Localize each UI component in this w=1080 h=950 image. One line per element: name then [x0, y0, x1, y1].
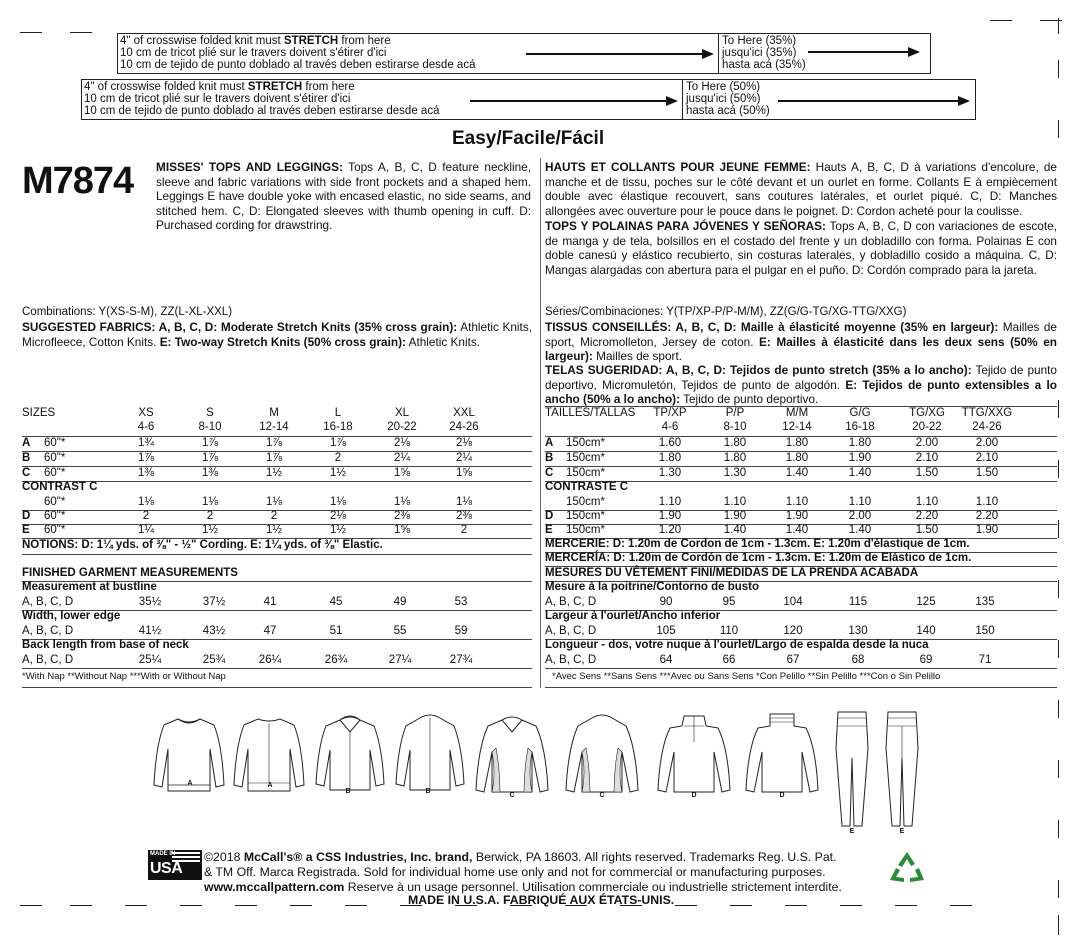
website-link[interactable]: www.mccallpattern.com: [204, 880, 345, 894]
merceria-es: MERCERÍA: D: 1.20m de Cordón de 1cm - 1.3cm. E: 1.20m de Elástico de 1cm.: [545, 552, 972, 564]
view-a-back-illustration: [230, 715, 308, 805]
view-label-e: E: [899, 828, 905, 835]
size-header: TTG/XXG: [961, 407, 1013, 419]
size-header: P/P: [725, 407, 745, 419]
yardage-cell: 1.80: [723, 437, 747, 449]
fabrics-es: TELAS SUGERIDAD: A, B, C, D: Tejidos de punto stretch (35% a lo ancho): Tejido de punto deportivo, Micromuletón, Tejidos de punto de algodón. E: Tejidos de punto extensibles a lo ancho (50% a lo ancho): Tejido de punto deportivo.: [545, 363, 1057, 406]
yardage-cell: 1.50: [975, 467, 999, 479]
made-in-usa: MADE IN U.S.A. FABRIQUÉ AUX ÉTATS-UNIS.: [408, 893, 675, 907]
yardage-cell: 1.10: [785, 496, 809, 508]
fabric-width: 60"*: [44, 467, 66, 479]
size-number: 20-22: [912, 421, 942, 433]
view-label: B: [545, 452, 554, 464]
view-label: C: [22, 467, 31, 479]
description-en: MISSES' TOPS AND LEGGINGS: Tops A, B, C, D feature neckline, sleeve and fabric variations with side front pockets and a shaped hem. Leggings E have double yoke with encased elastic, no side seams, and stitched hem. C, D: Elongated sleeves with thumb opening in cuff. D: Purchased cording for drawstring.: [156, 160, 531, 232]
size-number: 16-18: [323, 421, 353, 433]
copyright-line-1: ©2018 McCall's® a CSS Industries, Inc. brand, Berwick, PA 18603. All rights reserved. Trademarks Reg. U.S. Pat.: [204, 850, 837, 864]
yardage-cell: 1⅜: [202, 467, 218, 479]
yardage-cell: 1.60: [658, 437, 682, 449]
yardage-cell: 1⅞: [330, 437, 346, 449]
fabric-width: 60"*: [44, 524, 66, 536]
view-label: C: [545, 467, 554, 479]
yardage-cell: 1.80: [723, 452, 747, 464]
fabric-width: 150cm*: [566, 437, 605, 449]
fabric-width: 150cm*: [566, 510, 605, 522]
to-here-arrow-icon: [808, 51, 918, 53]
yardage-cell: 1.40: [723, 524, 747, 536]
view-label: B: [22, 452, 31, 464]
measurement-cell: 43½: [202, 625, 226, 637]
measurement-cell: 125: [916, 596, 936, 608]
usa-logo-bottom: USA: [150, 860, 183, 877]
yardage-cell: 1.10: [658, 496, 682, 508]
size-number: 24-26: [972, 421, 1002, 433]
measurement-label: Mesure à la poitrine/Contorno de busto: [545, 581, 760, 593]
footnote-fr: *Avec Sens **Sans Sens ***Avec ou Sans Sens *Con Pelillo **Sin Pelillo ***Con o Sin Pelillo: [552, 671, 941, 682]
measurement-cell: 150: [975, 625, 995, 637]
yardage-cell: 1.40: [848, 524, 872, 536]
measurement-label: Longueur - dos, votre nuque à l'ourlet/Largo de espalda desde la nuca: [545, 639, 929, 651]
view-label: D: [22, 510, 31, 522]
measurement-cell: 59: [454, 625, 468, 637]
measurement-cell: 115: [848, 596, 868, 608]
yardage-cell: 2⅛: [394, 437, 410, 449]
view-label-b: B: [425, 788, 431, 795]
yardage-cell: 2: [270, 510, 278, 522]
sizes-label: SIZES: [22, 407, 56, 419]
yardage-cell: 2: [142, 510, 150, 522]
measurement-cell: 95: [722, 596, 736, 608]
measurement-views: A, B, C, D: [22, 596, 74, 608]
sizes-label: TAILLES/TALLAS: [545, 407, 636, 419]
view-e-front-illustration: [832, 708, 872, 830]
view-label-c: C: [509, 792, 515, 799]
to-here-50-2: jusqu'ici (50%): [686, 93, 761, 105]
view-label: A: [545, 437, 554, 449]
stretch-gauge-35: [117, 33, 931, 74]
fabric-width: 60"*: [44, 452, 66, 464]
measurement-views: A, B, C, D: [22, 654, 74, 666]
measurement-cell: 27¼: [388, 654, 412, 666]
combinations-en: Combinations: Y(XS-S-M), ZZ(L-XL-XXL): [22, 306, 233, 318]
size-number: 12-14: [782, 421, 812, 433]
measurement-cell: 41: [263, 596, 277, 608]
view-label-d: D: [779, 792, 785, 799]
yardage-cell: 1½: [266, 467, 282, 479]
yardage-cell: 1⅞: [138, 452, 154, 464]
size-number: 20-22: [387, 421, 417, 433]
yardage-cell: 2.20: [915, 510, 939, 522]
yardage-cell: 1¼: [138, 524, 154, 536]
to-here-50-1: To Here (50%): [686, 81, 761, 93]
usa-flag-icon: [148, 850, 202, 880]
measurement-cell: 49: [393, 596, 407, 608]
fabric-width: 150cm*: [566, 496, 605, 508]
copyright-line-2: & TM Off. Marca Registrada. Sold for individual home use only and not for commercial or manufacturing purposes.: [204, 865, 826, 879]
yardage-cell: 1⅛: [266, 496, 282, 508]
measurement-cell: 110: [719, 625, 739, 637]
yardage-cell: 1.20: [658, 524, 682, 536]
measurements-heading: MESURES DU VÊTEMENT FINI/MEDIDAS DE LA PRENDA ACABADA: [545, 567, 919, 579]
to-here-arrow-icon: [778, 100, 968, 102]
yardage-cell: 2.10: [915, 452, 939, 464]
size-header: TG/XG: [909, 407, 945, 419]
size-header: S: [206, 407, 214, 419]
yardage-cell: 1⅝: [456, 467, 472, 479]
yardage-cell: 1.80: [848, 437, 872, 449]
measurement-cell: 120: [783, 625, 803, 637]
yardage-cell: 1.10: [848, 496, 872, 508]
size-number: 16-18: [845, 421, 875, 433]
measurement-cell: 41½: [138, 625, 162, 637]
measurement-label: Back length from base of neck: [22, 639, 189, 651]
measurement-cell: 66: [722, 654, 736, 666]
yardage-cell: 1½: [202, 524, 218, 536]
yardage-cell: 1⅛: [202, 496, 218, 508]
yardage-cell: 1.40: [848, 467, 872, 479]
size-header: M/M: [785, 407, 809, 419]
size-number: 4-6: [661, 421, 679, 433]
measurement-cell: 27¾: [449, 654, 473, 666]
measurement-cell: 26¾: [324, 654, 348, 666]
view-label-b: B: [345, 788, 351, 795]
notions-en: NOTIONS: D: 1¼ yds. of ⅜" - ½" Cording. E: 1¼ yds. of ⅜" Elastic.: [22, 539, 383, 551]
size-header: XL: [394, 407, 410, 419]
size-number: 24-26: [449, 421, 479, 433]
size-header: XXL: [453, 407, 475, 419]
fabrics-en: SUGGESTED FABRICS: A, B, C, D: Moderate Stretch Knits (35% cross grain): Athletic Knits, Microfleece, Cotton Knits. E: Two-way Stretch Knits (50% cross grain): Athletic Knits.: [22, 320, 533, 349]
measurement-label: Largeur à l'ourlet/Ancho inferior: [545, 610, 721, 622]
measurement-views: A, B, C, D: [22, 625, 74, 637]
yardage-cell: 1.40: [785, 524, 809, 536]
to-here-35-3: hasta acá (35%): [722, 59, 806, 71]
fabrics-fr: TISSUS CONSEILLÉS: A, B, C, D: Maille à élasticité moyenne (35% en largeur): Mailles de sport, Micromolleton, Jersey de coton. E: Mailles à élasticité dans les deux sens (50% en largeur): Mailles de sport.: [545, 320, 1057, 363]
view-label: E: [545, 524, 553, 536]
yardage-cell: 2.00: [915, 437, 939, 449]
measurement-cell: 130: [848, 625, 868, 637]
yardage-cell: 1.50: [915, 524, 939, 536]
yardage-cell: 1⅞: [266, 437, 282, 449]
yardage-cell: 1.80: [785, 452, 809, 464]
yardage-cell: 1.10: [723, 496, 747, 508]
view-e-back-illustration: [882, 708, 922, 830]
yardage-cell: 1⅜: [138, 467, 154, 479]
yardage-cell: 1⅝: [394, 524, 410, 536]
measurement-views: A, B, C, D: [545, 654, 597, 666]
to-here-50-3: hasta acá (50%): [686, 105, 770, 117]
fabric-width: 150cm*: [566, 452, 605, 464]
pattern-number: M7874: [22, 160, 134, 202]
measurement-cell: 53: [454, 596, 468, 608]
view-a-front-illustration: [150, 715, 228, 805]
measurement-cell: 104: [783, 596, 803, 608]
yardage-cell: 1.90: [658, 510, 682, 522]
yardage-cell: 1⅛: [456, 496, 472, 508]
yardage-cell: 2⅜: [456, 510, 472, 522]
combinations-fr: Séries/Combinaciones: Y(TP/XP-P/P-M/M), ZZ(G/G-TG/XG-TTG/XXG): [545, 306, 907, 318]
description-es: TOPS Y POLAINAS PARA JÓVENES Y SEÑORAS: Tops A, B, C, D con variaciones de escote, de manga y de tela, bolsillos en el costado del frente y un dobladillo con forma. Polainas E con doble canesú y elástico recubierto, sin costuras laterales, y dobladillo cosido a máquina. C, D: Mangas alargadas con abertura para el pulgar en el puño. D: Cordón comprado para la jareta.: [545, 219, 1057, 277]
description-fr: HAUTS ET COLLANTS POUR JEUNE FEMME: Hauts A, B, C, D à variations d'encolure, de manche et de tissu, poches sur le côté devant et un ourlet en forme. Collants E à empiècement double avec élastique recouvert, sans coutures latérales, et ourlet piqué. C, D: Manches allongées avec ouverture pour le pouce dans le poignet. D: Cordon acheté pour la coulisse.: [545, 160, 1057, 218]
fabric-width: 150cm*: [566, 467, 605, 479]
stretch-50-line-2: 10 cm de tricot plié sur le travers doivent s'étirer d'ici: [84, 93, 351, 105]
measurement-cell: 90: [659, 596, 673, 608]
yardage-cell: 2: [334, 452, 342, 464]
yardage-cell: 1⅛: [330, 496, 346, 508]
yardage-cell: 2: [206, 510, 214, 522]
size-header: M: [269, 407, 279, 419]
yardage-cell: 1.10: [975, 496, 999, 508]
yardage-cell: 1⅞: [202, 437, 218, 449]
measurement-cell: 69: [919, 654, 933, 666]
size-header: TP/XP: [653, 407, 687, 419]
to-here-35-1: To Here (35%): [722, 35, 797, 47]
yardage-cell: 1½: [266, 524, 282, 536]
yardage-cell: 2¼: [456, 452, 472, 464]
yardage-cell: 1.90: [975, 524, 999, 536]
yardage-cell: 1.10: [915, 496, 939, 508]
yardage-cell: 2.20: [975, 510, 999, 522]
view-label-e: E: [849, 828, 855, 835]
measurement-views: A, B, C, D: [545, 625, 597, 637]
yardage-cell: 1⅛: [138, 496, 154, 508]
difficulty-label: Easy/Facile/Fácil: [452, 128, 605, 149]
measurement-cell: 64: [659, 654, 673, 666]
stretch-arrow-icon: [470, 100, 676, 102]
view-label-d: D: [691, 792, 697, 799]
measurement-label: Measurement at bustline: [22, 581, 157, 593]
view-label: E: [22, 524, 30, 536]
measurement-cell: 25¾: [202, 654, 226, 666]
yardage-cell: 1.80: [785, 437, 809, 449]
yardage-cell: 1⅞: [202, 452, 218, 464]
stretch-arrow-icon: [526, 53, 712, 55]
yardage-cell: 2⅜: [394, 510, 410, 522]
yardage-cell: 1.90: [848, 452, 872, 464]
yardage-cell: 2: [460, 524, 468, 536]
size-number: 12-14: [259, 421, 289, 433]
mercerie-fr: MERCERIE: D: 1.20m de Cordon de 1cm - 1.3cm. E: 1.20m d'élastique de 1cm.: [545, 538, 970, 550]
yardage-cell: 1¾: [138, 437, 154, 449]
yardage-cell: 1⅝: [394, 467, 410, 479]
copyright-line-3: www.mccallpattern.com Reserve à un usage personnel. Utilisation commerciale ou industrielle strictement interdite.: [204, 880, 842, 894]
stretch-50-line-3: 10 cm de tejido de punto doblado al través deben estirarse desde acá: [84, 105, 440, 117]
yardage-cell: 1.40: [785, 467, 809, 479]
stretch-35-line-1: 4" of crosswise folded knit must STRETCH from here: [120, 35, 391, 47]
measurement-cell: 55: [393, 625, 407, 637]
size-header: L: [334, 407, 342, 419]
fabric-width: 60"*: [44, 510, 66, 522]
size-number: 4-6: [137, 421, 155, 433]
view-label-contrast: CONTRASTE C: [545, 481, 629, 493]
size-number: 8-10: [198, 421, 222, 433]
stretch-50-line-1: 4" of crosswise folded knit must STRETCH from here: [84, 81, 355, 93]
yardage-cell: 2.00: [848, 510, 872, 522]
size-header: G/G: [849, 407, 871, 419]
stretch-35-line-3: 10 cm de tejido de punto doblado al través deben estirarse desde acá: [120, 59, 476, 71]
yardage-cell: 1⅛: [394, 496, 410, 508]
measurement-cell: 67: [786, 654, 800, 666]
to-here-35-2: jusqu'ici (35%): [722, 47, 797, 59]
fabric-width: 60"*: [44, 496, 66, 508]
yardage-cell: 1.50: [915, 467, 939, 479]
measurement-cell: 45: [329, 596, 343, 608]
measurement-cell: 37½: [202, 596, 226, 608]
measurement-cell: 68: [851, 654, 865, 666]
recycle-icon: [888, 850, 926, 886]
view-label: D: [545, 510, 554, 522]
yardage-cell: 1.90: [723, 510, 747, 522]
fabric-width: 60"*: [44, 437, 66, 449]
view-label-contrast: CONTRAST C: [22, 481, 98, 493]
yardage-cell: 1½: [330, 524, 346, 536]
view-label-c: C: [599, 792, 605, 799]
yardage-cell: 1.80: [658, 452, 682, 464]
yardage-cell: 1.90: [785, 510, 809, 522]
view-label: A: [22, 437, 31, 449]
size-header: XS: [138, 407, 154, 419]
measurement-cell: 47: [263, 625, 277, 637]
measurement-label: Width, lower edge: [22, 610, 121, 622]
view-label-a: A: [267, 782, 273, 789]
view-label-a: A: [187, 780, 193, 787]
measurements-heading: FINISHED GARMENT MEASUREMENTS: [22, 567, 238, 579]
yardage-cell: 2.10: [975, 452, 999, 464]
measurement-cell: 51: [329, 625, 343, 637]
yardage-cell: 2⅛: [456, 437, 472, 449]
stretch-gauge-50: [81, 79, 976, 120]
measurement-cell: 71: [978, 654, 992, 666]
size-number: 8-10: [723, 421, 747, 433]
yardage-cell: 1⅞: [266, 452, 282, 464]
yardage-cell: 1.30: [658, 467, 682, 479]
stretch-35-line-2: 10 cm de tricot plié sur le travers doivent s'étirer d'ici: [120, 47, 387, 59]
yardage-cell: 2¼: [394, 452, 410, 464]
measurement-cell: 25¼: [138, 654, 162, 666]
measurement-cell: 135: [975, 596, 995, 608]
measurement-cell: 140: [916, 625, 936, 637]
measurement-views: A, B, C, D: [545, 596, 597, 608]
usa-logo-top: MADE IN: [150, 851, 176, 857]
measurement-cell: 26¼: [258, 654, 282, 666]
measurement-cell: 35½: [138, 596, 162, 608]
yardage-cell: 1.30: [723, 467, 747, 479]
measurement-cell: 105: [656, 625, 676, 637]
yardage-cell: 2.00: [975, 437, 999, 449]
fabric-width: 150cm*: [566, 524, 605, 536]
yardage-cell: 2⅛: [330, 510, 346, 522]
footnote-en: *With Nap **Without Nap ***With or Without Nap: [22, 671, 226, 682]
yardage-cell: 1½: [330, 467, 346, 479]
